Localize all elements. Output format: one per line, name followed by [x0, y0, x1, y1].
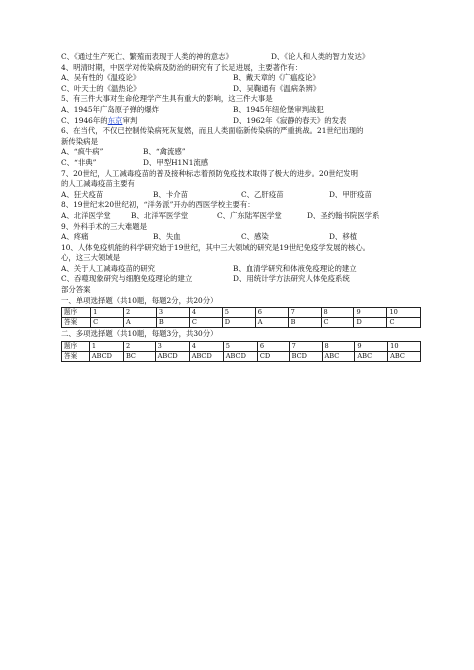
q10-stem-cont: 心，这三大领域是: [61, 253, 121, 263]
table-cell: ABCD: [155, 351, 189, 361]
table-cell: B: [156, 318, 189, 328]
table-cell: BC: [123, 351, 155, 361]
table-cell: 2: [123, 341, 155, 351]
row-label-answer: 答案: [62, 351, 90, 361]
table-cell: C: [91, 318, 124, 328]
tokyo-link[interactable]: 东京: [107, 115, 123, 125]
q6-option-a: A、“疯牛病”: [61, 147, 104, 157]
table-cell: B: [288, 318, 321, 328]
q9-option-b: B、失血: [153, 232, 181, 242]
q7-option-b: B、卡介苗: [153, 189, 188, 199]
q3-option-c: C、《通过生产死亡、繁殖而表现于人类的神的意志》: [61, 52, 233, 61]
table-cell: ABC: [355, 351, 388, 361]
table-cell: 8: [322, 341, 355, 351]
single-choice-answer-table: [61, 307, 421, 328]
table-cell: 10: [387, 308, 421, 318]
q4-options-row2: [61, 84, 421, 95]
table-cell: A: [124, 318, 157, 328]
q8-option-a: A、北洋医学堂: [61, 210, 111, 220]
q5-options-row1: [61, 105, 421, 116]
table-cell: 9: [355, 341, 388, 351]
q10-option-c: C、吞噬现象研究与细胞免疫理论的建立: [61, 274, 193, 284]
q8-options: [61, 211, 421, 222]
q9-options: [61, 232, 421, 243]
table-cell: D: [222, 318, 255, 328]
q5-option-b: B、1945年纽伦堡审判战犯: [233, 104, 324, 114]
q10-stem: 10、人体免疫机能的科学研究始于19世纪，其中三大领域的研究是19世纪免疫学发展的核心。: [61, 242, 371, 252]
table-cell: C: [189, 318, 222, 328]
table-cell: C: [321, 318, 354, 328]
table-cell: 5: [222, 308, 255, 318]
q6-option-b: B、“禽流感”: [143, 147, 186, 157]
q6-stem-cont: 新传染病是: [61, 136, 98, 146]
q10-options-row1: [61, 264, 421, 275]
q6-options-row2: [61, 158, 421, 169]
table-cell: 8: [321, 308, 354, 318]
q7-options: [61, 190, 421, 201]
table-cell: 4: [189, 341, 223, 351]
q7-option-c: C、乙肝疫苗: [241, 189, 284, 199]
q8-option-b: B、北洋军医学堂: [131, 210, 189, 220]
table-cell: 6: [257, 341, 289, 351]
answers-heading: 部分答案: [61, 285, 91, 295]
q9-option-a: A、疼痛: [61, 232, 89, 242]
multi-choice-answer-table: [61, 341, 421, 362]
q9-option-c: C、感染: [241, 232, 269, 242]
table-cell: ABC: [388, 351, 421, 361]
q9-option-d: D、移植: [329, 232, 358, 242]
q8-stem: 8、19世纪末20世纪初，“洋务派”开办的西医学校主要有：: [61, 200, 255, 210]
multi-choice-title: 二、多项选择题（共10题，每题3分，共30分）: [61, 329, 218, 339]
q7-option-a: A、狂犬疫苗: [61, 189, 104, 199]
table-cell: 1: [89, 341, 123, 351]
table-cell: ABCD: [89, 351, 123, 361]
table-cell: C: [387, 318, 421, 328]
q10-options-row2: [61, 274, 421, 285]
q6-stem: 6、在当代，不仅已控制传染病死灰复燃，而且人类面临新传染病的严重挑战。21世纪出现的: [61, 126, 364, 136]
q6-option-c: C、“非典”: [61, 157, 97, 167]
table-cell: 5: [223, 341, 257, 351]
table-row: [62, 341, 421, 351]
table-row: [62, 351, 421, 361]
table-cell: BCD: [289, 351, 322, 361]
q8-option-c: C、广东陆军医学堂: [217, 210, 282, 220]
table-cell: 4: [189, 308, 222, 318]
q7-stem-cont: 的人工减毒疫苗主要有: [61, 179, 135, 189]
q6-options-row1: [61, 147, 421, 158]
q6-option-d: D、甲型H1N1流感: [143, 157, 209, 167]
q5-stem: 5、有三件大事对生命伦理学产生具有重大的影响，这三件大事是: [61, 94, 273, 104]
table-cell: 6: [255, 308, 288, 318]
q3-options: [61, 52, 421, 63]
table-cell: 7: [288, 308, 321, 318]
q4-option-b: B、戴天章的《广瘟疫论》: [233, 73, 320, 83]
q10-option-a: A、关于人工减毒疫苗的研究: [61, 263, 156, 273]
q4-stem: 4、明清时期，中医学对传染病及防治的研究有了长足进展，主要著作有：: [61, 62, 303, 72]
table-row: [62, 318, 421, 328]
q5-option-d: D、1962年《寂静的春天》的发表: [233, 115, 347, 125]
q5-option-c: [61, 116, 233, 127]
q4-options-row1: [61, 73, 421, 84]
q8-option-d: D、圣约翰书院医学系: [307, 210, 380, 220]
row-label-number: 题序: [62, 308, 91, 318]
table-cell: 9: [354, 308, 387, 318]
table-cell: 7: [289, 341, 322, 351]
table-cell: 3: [156, 308, 189, 318]
table-cell: A: [255, 318, 288, 328]
q7-option-d: D、甲肝疫苗: [329, 189, 372, 199]
document-page: [61, 52, 421, 363]
table-cell: 3: [155, 341, 189, 351]
q7-stem: 7、20世纪，人工减毒疫苗的普及接种标志着预防免疫技术取得了极大的进步。20世纪发明: [61, 168, 358, 178]
q4-option-a: A、吴有性的《温疫论》: [61, 73, 141, 83]
q5-options-row2: [61, 116, 421, 127]
q5-option-a: A、1945年广岛原子弹的爆炸: [61, 104, 160, 114]
q4-option-d: D、吴鞠通有《温病条辨》: [233, 83, 321, 93]
q10-option-d: D、用统计学方法研究人体免疫系统: [233, 274, 350, 284]
table-cell: ABCD: [189, 351, 223, 361]
table-cell: 1: [91, 308, 124, 318]
q3-option-d: D、《论人和人类的智力发达》: [271, 52, 370, 61]
row-label-number: 题序: [62, 341, 90, 351]
single-choice-title: 一、单项选择题（共10题，每题2分，共20分）: [61, 295, 218, 305]
table-cell: 2: [124, 308, 157, 318]
table-cell: ABC: [322, 351, 355, 361]
table-cell: 10: [388, 341, 421, 351]
q9-stem: 9、外科手术的三大难题是: [61, 221, 148, 231]
table-cell: D: [354, 318, 387, 328]
table-cell: ABCD: [223, 351, 257, 361]
table-cell: CD: [257, 351, 289, 361]
q5-option-c-text: C、1946年的: [61, 115, 108, 125]
q5-option-c-suffix: 审判: [122, 115, 138, 125]
q4-option-c: C、叶天士的《温热论》: [61, 83, 141, 93]
table-row: [62, 308, 421, 318]
row-label-answer: 答案: [62, 318, 91, 328]
q10-option-b: B、血清学研究和体液免疫理论的建立: [233, 263, 357, 273]
